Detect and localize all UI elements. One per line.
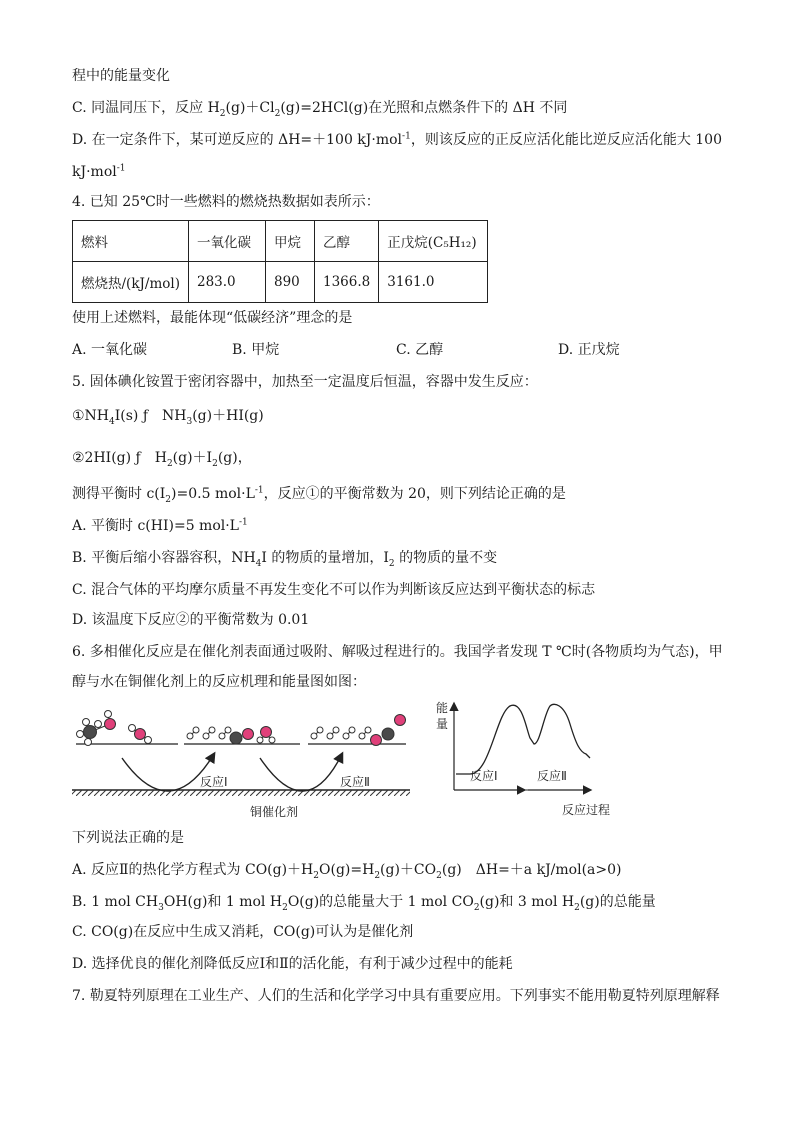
q5-option-b: B. 平衡后缩小容器容积，$NH_4I$ 的物质的量增加，$I_2$ 的物质的量不变: [72, 550, 498, 569]
table-cell: 乙醇: [314, 221, 378, 262]
table-cell: 1366.8: [314, 262, 378, 303]
stage-2-label: 反应Ⅱ: [537, 769, 567, 783]
energy-plot: [436, 700, 610, 817]
table-cell: 甲烷: [265, 221, 314, 262]
q4-option-d: D. 正戊烷: [558, 342, 620, 358]
table-cell: 正戊烷(C₅H₁₂): [379, 221, 488, 262]
table-header-row: [73, 221, 488, 262]
q4-question: 使用上述燃料，最能体现“低碳经济”理念的是: [72, 310, 353, 326]
y-axis-label-1: 能: [436, 701, 449, 715]
co-molecule-stage2: [230, 729, 254, 745]
q3-option-d: D. 在一定条件下，某可逆反应的 ΔH=＋100 kJ·mol$^{-1}$，则该反应的正反应活化能比逆反应活化能大 100: [72, 131, 722, 148]
q6-option-c: C. CO(g)在反应中生成又消耗，CO(g)可认为是催化剂: [72, 924, 414, 940]
water-molecule: [129, 725, 152, 744]
q5-option-d: D. 该温度下反应②的平衡常数为 0.01: [72, 612, 310, 628]
table-cell: 283.0: [188, 262, 265, 303]
q6-stem-line2: 醇与水在铜催化剂上的反应机理和能量图如图：: [72, 674, 366, 690]
table-cell: 一氧化碳: [188, 221, 265, 262]
q5-reaction-2: ②2HI(g) ƒ $H_2(g)+I_2(g)$，: [72, 450, 252, 469]
x-axis-label: 反应过程: [562, 803, 611, 817]
q6-option-d: D. 选择优良的催化剂降低反应Ⅰ和Ⅱ的活化能，有利于减少过程中的能耗: [72, 956, 513, 972]
water-molecule-stage2: [257, 727, 275, 744]
catalyst-surface: [72, 790, 410, 796]
co2-molecule: [371, 715, 406, 746]
table-cell: 燃料: [73, 221, 189, 262]
fuel-heat-table: [72, 220, 488, 303]
q6-stem-line1: 6. 多相催化反应是在催化剂表面通过吸附、解吸过程进行的。我国学者发现 T ℃时(各物质均为气态)，甲: [72, 644, 723, 660]
q6-option-a: A. 反应Ⅱ的热化学方程式为 $CO(g)+H_2O(g)=H_2(g)+CO_2(g)$ ΔH=＋a kJ/mol(a>0): [72, 862, 622, 881]
q3-option-c: C. 同温同压下，反应 $H_2(g)+Cl_2(g)=2HCl(g)$在光照和点燃条件下的 ΔH 不同: [72, 100, 568, 119]
y-axis-label-2: 量: [436, 717, 449, 731]
table-row: [73, 262, 488, 303]
table-cell: 890: [265, 262, 314, 303]
catalyst-label: 铜催化剂: [250, 805, 299, 819]
reaction-2-label: 反应Ⅱ: [340, 775, 370, 789]
table-cell: 燃烧热/(kJ/mol): [73, 262, 189, 303]
q4-stem: 4. 已知 25℃时一些燃料的燃烧热数据如表所示：: [72, 194, 380, 210]
q6-question: 下列说法正确的是: [72, 830, 184, 846]
q5-reaction-1: $①NH_4I(s)$ ƒ $NH_3(g)+HI(g)$: [72, 408, 264, 427]
table-cell: 3161.0: [379, 262, 488, 303]
intro-tail: 程中的能量变化: [72, 68, 170, 84]
transition-arrow-2: [260, 754, 342, 791]
q5-option-a: A. 平衡时 c(HI)=5 $mol\cdot L^{-1}$: [72, 517, 248, 534]
energy-curve: [456, 704, 590, 774]
stage-1-label: 反应Ⅰ: [470, 769, 498, 783]
q3-option-d-cont: kJ·mol$^{-1}$: [72, 163, 126, 180]
q4-option-b: B. 甲烷: [232, 342, 280, 358]
reaction-1-label: 反应Ⅰ: [200, 775, 228, 789]
q5-stem: 5. 固体碘化铵置于密闭容器中，加热至一定温度后恒温，容器中发生反应：: [72, 374, 538, 390]
q4-option-a: A. 一氧化碳: [72, 342, 148, 358]
mechanism-energy-diagram: [70, 694, 630, 824]
q5-condition: 测得平衡时 $c(I_2)=0.5$ $mol\cdot L^{-1}$，反应①的平衡常数为 20，则下列结论正确的是: [72, 485, 566, 505]
methanol-molecule: [77, 711, 116, 746]
q7-stem: 7. 勒夏特列原理在工业生产、人们的生活和化学学习中具有重要应用。下列事实不能用勒夏特列原理解释: [72, 988, 720, 1004]
hydrogen-pairs-stage2: [187, 727, 231, 739]
hydrogen-pairs-stage3: [311, 727, 371, 739]
q6-option-b: B. 1 mol $CH_3OH(g)$和 1 mol $H_2O(g)$的总能量大于 1 mol $CO_2(g)$和 3 mol $H_2(g)$的总能量: [72, 894, 656, 913]
q4-option-c: C. 乙醇: [396, 342, 444, 358]
q5-option-c: C. 混合气体的平均摩尔质量不再发生变化不可以作为判断该反应达到平衡状态的标志: [72, 582, 596, 598]
